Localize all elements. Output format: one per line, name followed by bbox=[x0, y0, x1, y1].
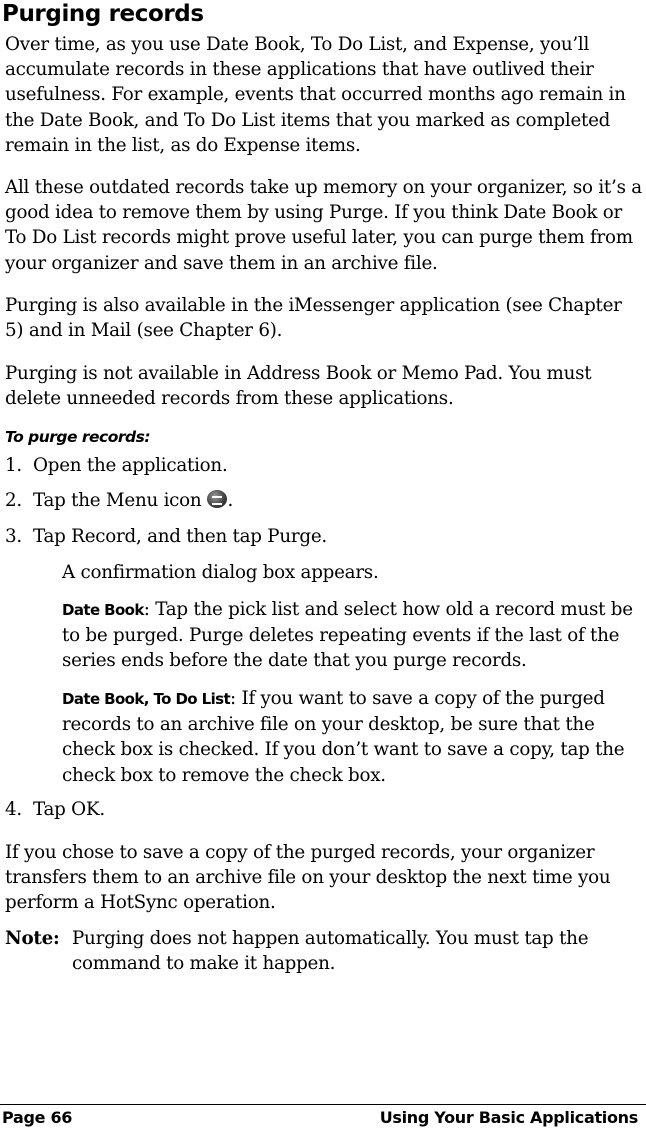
paragraph-outdated: All these outdated records take up memory on your organizer, so it’s a good idea to remove them by using Purge. If you think Date Book or To Do List records might prove useful later, you can purge them from your organizer and save them in an archive file. bbox=[5, 177, 642, 274]
footer-section-title: Using Your Basic Applications bbox=[379, 1108, 638, 1127]
step-2 bbox=[5, 488, 645, 513]
date-book-text: : Tap the pick list and select how old a record must be to be purged. Purge deletes repeating events if the last of the series ends before the date that you purge records. bbox=[62, 599, 633, 672]
page-title: Purging records bbox=[2, 1, 204, 27]
step-number: 3. bbox=[5, 526, 22, 547]
paragraph-closing: If you chose to save a copy of the purged records, your organizer transfers them to an archive file on your desktop the next time you perform a HotSync operation. bbox=[5, 842, 611, 914]
step-text: Tap OK. bbox=[33, 799, 105, 820]
date-book-label: Date Book bbox=[62, 601, 144, 619]
confirmation-text: A confirmation dialog box appears. bbox=[62, 562, 379, 583]
date-book-todo-detail bbox=[62, 686, 644, 788]
step-number: 1. bbox=[5, 455, 22, 476]
step-4 bbox=[5, 797, 645, 822]
note-label: Note: bbox=[5, 928, 60, 949]
menu-icon bbox=[207, 490, 227, 508]
date-book-todo-label: Date Book, To Do List bbox=[62, 690, 231, 708]
procedure-heading: To purge records: bbox=[5, 428, 151, 446]
date-book-detail bbox=[62, 597, 644, 674]
step-1 bbox=[5, 453, 645, 478]
paragraph-not-available: Purging is not available in Address Book or Memo Pad. You must delete unneeded records from these applications. bbox=[5, 363, 592, 410]
note-text: Purging does not happen automatically. You must tap the command to make it happen. bbox=[72, 928, 589, 975]
step-text: Open the application. bbox=[33, 455, 228, 476]
date-book-todo-text: : If you want to save a copy of the purged records to an archive file on your desktop, be sure that the check box is checked. If you don’t want to save a copy, tap the check box to remove the check box. bbox=[62, 688, 625, 786]
footer-page-number: Page 66 bbox=[2, 1108, 73, 1127]
paragraph-imessenger: Purging is also available in the iMessenger application (see Chapter 5) and in Mail (see Chapter 6). bbox=[5, 295, 622, 342]
step-text: Tap Record, and then tap Purge. bbox=[33, 526, 327, 547]
step-number: 4. bbox=[5, 799, 22, 820]
step-suffix: . bbox=[227, 490, 234, 511]
step-number: 2. bbox=[5, 490, 22, 511]
step-text: Tap the Menu icon bbox=[33, 490, 202, 511]
footer-divider bbox=[0, 1104, 646, 1105]
step-3 bbox=[5, 524, 645, 549]
paragraph-intro: Over time, as you use Date Book, To Do List, and Expense, you’ll accumulate records in these applications that have outlived their usefulness. For example, events that occurred months ago remain in the Date Book, and To Do List items that you marked as completed remain in the list, as do Expense items. bbox=[5, 34, 626, 156]
